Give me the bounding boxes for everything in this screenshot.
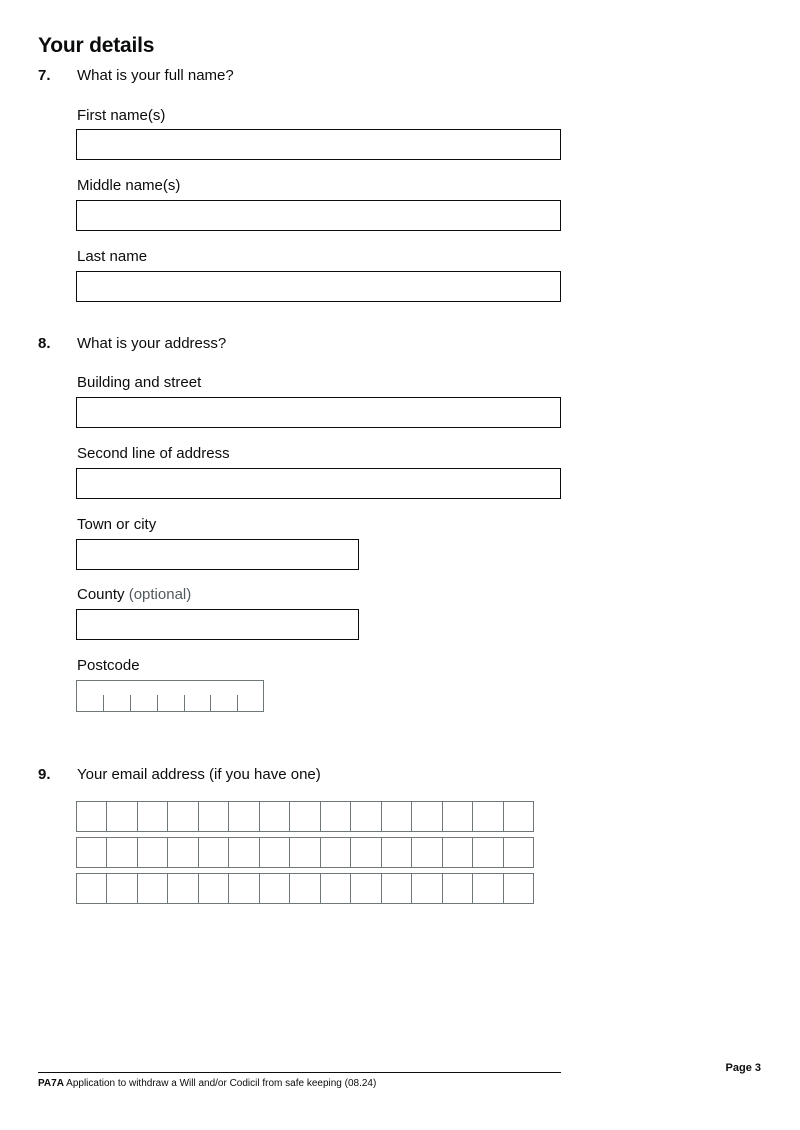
postcode-divider [157,695,158,711]
email-char-box[interactable] [412,874,442,904]
county-label-text: County [77,586,125,603]
email-char-box[interactable] [260,802,290,832]
middle-name-label: Middle name(s) [77,177,181,194]
email-grid-row-2[interactable] [76,837,534,868]
email-char-box[interactable] [382,802,412,832]
email-char-box[interactable] [290,838,320,868]
first-name-label: First name(s) [77,107,166,124]
county-label [77,586,191,603]
email-char-box[interactable] [107,802,137,832]
email-char-box[interactable] [229,802,259,832]
footer-form-title: Application to withdraw a Will and/or Codicil from safe keeping (08.24) [66,1078,377,1089]
email-char-box[interactable] [473,802,503,832]
question-8-number: 8. [38,335,51,352]
email-char-box[interactable] [412,838,442,868]
email-char-box[interactable] [351,802,381,832]
email-char-box[interactable] [138,874,168,904]
county-optional-hint: (optional) [128,586,192,603]
email-char-box[interactable] [77,874,107,904]
address-line-2-field[interactable] [76,468,561,499]
first-name-field[interactable] [76,129,561,160]
town-city-field[interactable] [76,539,359,570]
section-title: Your details [38,34,155,57]
email-char-box[interactable] [107,838,137,868]
email-char-box[interactable] [199,838,229,868]
email-grid-row-3[interactable] [76,873,534,904]
building-street-field[interactable] [76,397,561,428]
question-7-number: 7. [38,67,51,84]
email-char-box[interactable] [321,838,351,868]
postcode-divider [210,695,211,711]
email-char-box[interactable] [260,874,290,904]
email-char-box[interactable] [504,874,534,904]
email-char-box[interactable] [290,874,320,904]
email-char-box[interactable] [443,802,473,832]
email-char-box[interactable] [504,802,534,832]
email-char-box[interactable] [321,874,351,904]
question-9-text: Your email address (if you have one) [77,766,321,783]
email-char-box[interactable] [351,874,381,904]
email-char-box[interactable] [107,874,137,904]
email-char-box[interactable] [290,802,320,832]
email-char-box[interactable] [199,874,229,904]
address-line-2-label: Second line of address [77,445,230,462]
email-char-box[interactable] [321,802,351,832]
email-char-box[interactable] [199,802,229,832]
email-char-box[interactable] [168,874,198,904]
email-char-box[interactable] [382,874,412,904]
middle-name-field[interactable] [76,200,561,231]
question-8-text: What is your address? [77,335,227,352]
email-char-box[interactable] [168,838,198,868]
email-char-box[interactable] [168,802,198,832]
footer-divider [38,1072,561,1073]
postcode-divider [103,695,104,711]
email-grid-row-1[interactable] [76,801,534,832]
email-char-box[interactable] [382,838,412,868]
last-name-label: Last name [77,248,148,265]
footer-form-code: PA7A [38,1078,64,1089]
email-char-box[interactable] [138,802,168,832]
building-street-label: Building and street [77,374,202,391]
email-char-box[interactable] [443,874,473,904]
email-char-box[interactable] [260,838,290,868]
postcode-field[interactable] [76,680,264,712]
postcode-divider [237,695,238,711]
email-char-box[interactable] [77,802,107,832]
question-9-number: 9. [38,766,51,783]
email-char-box[interactable] [351,838,381,868]
county-field[interactable] [76,609,359,640]
postcode-label: Postcode [77,657,140,674]
email-char-box[interactable] [229,838,259,868]
page-number: Page 3 [725,1062,761,1074]
email-char-box[interactable] [443,838,473,868]
question-7-text: What is your full name? [77,67,234,84]
last-name-field[interactable] [76,271,561,302]
email-char-box[interactable] [504,838,534,868]
email-char-box[interactable] [473,874,503,904]
email-char-box[interactable] [473,838,503,868]
postcode-divider [184,695,185,711]
email-char-box[interactable] [412,802,442,832]
email-char-box[interactable] [138,838,168,868]
email-char-box[interactable] [229,874,259,904]
email-char-box[interactable] [77,838,107,868]
postcode-divider [130,695,131,711]
town-city-label: Town or city [77,516,157,533]
footer-form-reference [38,1078,376,1089]
